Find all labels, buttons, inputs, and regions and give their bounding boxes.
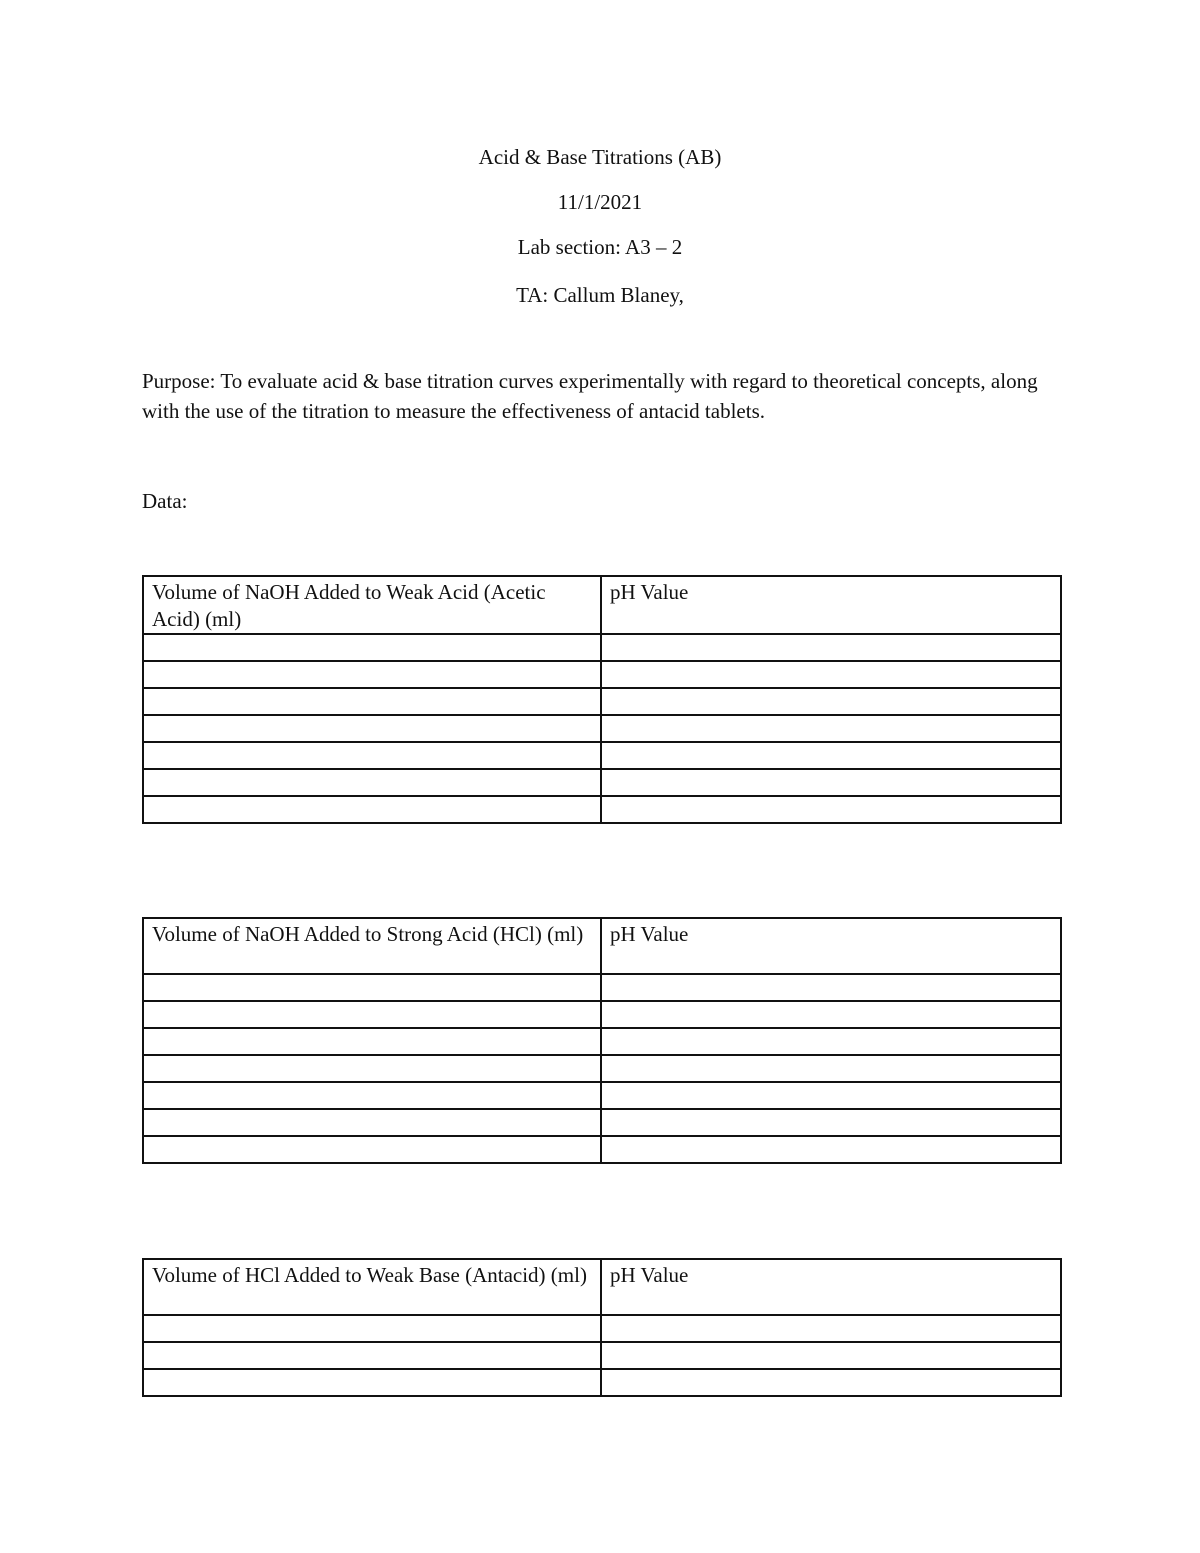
ph-cell[interactable] [601, 769, 1061, 796]
document-date: 11/1/2021 [557, 190, 643, 214]
ph-cell[interactable] [601, 634, 1061, 661]
table-row [143, 634, 1061, 661]
volume-cell[interactable] [143, 974, 601, 1001]
table-row [143, 769, 1061, 796]
ph-cell[interactable] [601, 1369, 1061, 1396]
volume-cell[interactable] [143, 796, 601, 823]
volume-cell[interactable] [143, 634, 601, 661]
volume-cell[interactable] [143, 715, 601, 742]
table-row [143, 1055, 1061, 1082]
ph-cell[interactable] [601, 1055, 1061, 1082]
table-row [143, 1082, 1061, 1109]
ph-column-header: pH Value [601, 576, 1061, 634]
ph-cell[interactable] [601, 1315, 1061, 1342]
table-row [143, 974, 1061, 1001]
table-row [143, 796, 1061, 823]
volume-cell[interactable] [143, 1369, 601, 1396]
table-row [143, 742, 1061, 769]
document-title: Acid & Base Titrations (AB) [478, 145, 722, 169]
table-row [143, 1028, 1061, 1055]
ph-cell[interactable] [601, 974, 1061, 1001]
volume-cell[interactable] [143, 1109, 601, 1136]
purpose-paragraph: Purpose: To evaluate acid & base titration curves experimentally with regard to theoretical concepts, along with the use of the titration to measure the effectiveness of antacid tablets. [142, 369, 1038, 423]
ph-cell[interactable] [601, 1342, 1061, 1369]
volume-column-header: Volume of NaOH Added to Strong Acid (HCl) (ml) [143, 918, 601, 974]
volume-cell[interactable] [143, 1082, 601, 1109]
ph-cell[interactable] [601, 1082, 1061, 1109]
lab-section: Lab section: A3 – 2 [517, 235, 683, 259]
table-row [143, 1109, 1061, 1136]
volume-cell[interactable] [143, 1055, 601, 1082]
table-header-row [143, 918, 1061, 974]
teaching-assistant: TA: Callum Blaney, [516, 283, 684, 307]
ph-cell[interactable] [601, 661, 1061, 688]
table-row [143, 1001, 1061, 1028]
table-row [143, 1369, 1061, 1396]
ph-column-header: pH Value [601, 918, 1061, 974]
table-row [143, 1342, 1061, 1369]
ph-cell[interactable] [601, 742, 1061, 769]
table-row [143, 1315, 1061, 1342]
table-row [143, 1136, 1061, 1163]
table-row [143, 715, 1061, 742]
volume-cell[interactable] [143, 742, 601, 769]
volume-column-header: Volume of NaOH Added to Weak Acid (Acetic Acid) (ml) [143, 576, 601, 634]
ph-cell[interactable] [601, 796, 1061, 823]
volume-cell[interactable] [143, 1028, 601, 1055]
ph-column-header: pH Value [601, 1259, 1061, 1315]
volume-cell[interactable] [143, 1136, 601, 1163]
data-label: Data: [142, 489, 188, 513]
data-table-weak-base [142, 1258, 1062, 1397]
ph-cell[interactable] [601, 1136, 1061, 1163]
volume-cell[interactable] [143, 661, 601, 688]
ph-cell[interactable] [601, 715, 1061, 742]
data-table-weak-acid [142, 575, 1062, 824]
table-header-row [143, 1259, 1061, 1315]
ph-cell[interactable] [601, 688, 1061, 715]
ph-cell[interactable] [601, 1001, 1061, 1028]
ph-cell[interactable] [601, 1028, 1061, 1055]
table-row [143, 688, 1061, 715]
volume-column-header: Volume of HCl Added to Weak Base (Antacid) (ml) [143, 1259, 601, 1315]
ph-cell[interactable] [601, 1109, 1061, 1136]
table-header-row [143, 576, 1061, 634]
table-row [143, 661, 1061, 688]
volume-cell[interactable] [143, 688, 601, 715]
data-table-strong-acid [142, 917, 1062, 1164]
volume-cell[interactable] [143, 1001, 601, 1028]
volume-cell[interactable] [143, 769, 601, 796]
volume-cell[interactable] [143, 1315, 601, 1342]
volume-cell[interactable] [143, 1342, 601, 1369]
